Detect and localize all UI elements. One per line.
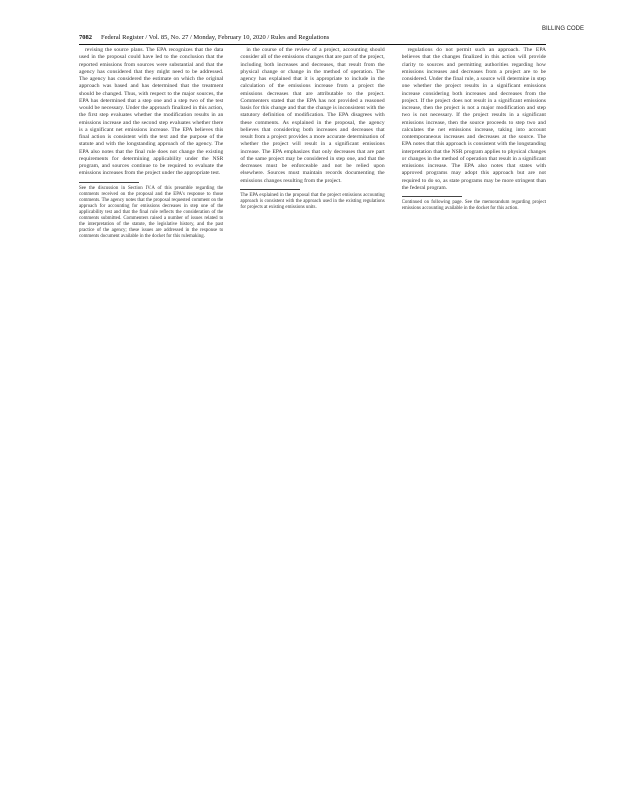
column-right-footnotes: Continued on following page. See the memorandum regarding project emissions accounting available in the docket for this action. xyxy=(401,200,546,212)
column-middle-body: in the course of the review of a project, accounting should consider all of the emissions changes that are part of the project, including both increases and decreases, that result from the physical change or change in the method of operation. The agency has explained that it is appropriate to include in the calculation of the emissions increase from a project the emissions decreases that are attributable to the project. Commenters stated that the EPA has not provided a reasoned basis for this change and that the change is inconsistent with the statutory definition of modification. The EPA disagrees with these comments. As explained in the proposal, the agency believes that considering both increases and decreases that result from a project provides a more accurate determination of whether the project will result in a significant emissions increase. The EPA emphasizes that only decreases that are part of the same project may be considered in step one, and that the decreases must be enforceable and not be relied upon elsewhere. Sources must maintain records documenting the emissions changes resulting from the project. xyxy=(240,47,385,184)
column-left-body: revising the source plans. The EPA recognizes that the data used in the proposal could have led to the conclusion that the reported emissions from sources were substantial and that the agency has considered that they might need to be addressed. The agency has considered the estimate on which the original approach was based and has determined that the treatment should be changed. Thus, with respect to the major sources, the EPA has determined that a step one and a step two of the test would be necessary. Under the approach finalized in this action, the first step evaluates whether the modification results in an emissions increase and the second step evaluates whether there is a significant net emissions increase. The EPA believes this final action is consistent with the text and the purpose of the statute and with the longstanding approach of the agency. The EPA also notes that the final rule does not change the existing requirements for determining applicability under the NSR program, and sources continue to be required to evaluate the emissions increases from the project under the appropriate test. xyxy=(79,47,224,177)
column-right xyxy=(402,47,546,762)
footnote-rule xyxy=(79,182,139,183)
column-left-footnotes: See the discussion in Section IV.A of this preamble regarding the comments received on the proposal and the EPA's response to those comments. The agency notes that the proposal requested comment on the approach for accounting for emissions decreases in step one of the applicability test and that the final rule reflects the consideration of the comments submitted. Commenters raised a number of issues related to the interpretation of the statute, the legislative history, and the past practice of the agency; these issues are addressed in the response to comments document available in the docket for this rulemaking. xyxy=(79,185,224,240)
column-middle-footnotes: The EPA explained in the proposal that the project emissions accounting approach is consistent with the approach used in the existing regulations for projects at existing emissions units. xyxy=(240,192,385,210)
footnote-rule xyxy=(240,189,300,190)
page-header xyxy=(79,34,546,45)
page-number: 7082 xyxy=(79,34,92,41)
document-number: BILLING CODE xyxy=(541,26,584,32)
three-column-body xyxy=(79,47,546,762)
column-left xyxy=(79,47,223,762)
column-right-body: regulations do not permit such an approach. The EPA believes that the changes finalized in this action will provide clarity to sources and permitting authorities regarding how emissions increases and decreases from a project are to be considered. Under the final rule, a source will determine in step one whether the project results in a significant emissions increase considering both increases and decreases from the project. If the project does not result in a significant emissions increase, then the project is not a major modification and step two is not necessary. If the project results in a significant emissions increase, then the source proceeds to step two and calculates the net emissions increase, taking into account contemporaneous increases and decreases at the source. The EPA notes that this approach is consistent with the longstanding interpretation that the NSR program applies to physical changes or changes in the method of operation that result in a significant emissions increase. The EPA also notes that states with approved programs may adopt this approach but are not required to do so, as state programs may be more stringent than the federal program. xyxy=(401,47,546,191)
publication-line: Federal Register / Vol. 85, No. 27 / Monday, February 10, 2020 / Rules and Regulations xyxy=(101,34,330,41)
column-middle xyxy=(240,47,384,762)
footnote-rule xyxy=(402,196,462,197)
